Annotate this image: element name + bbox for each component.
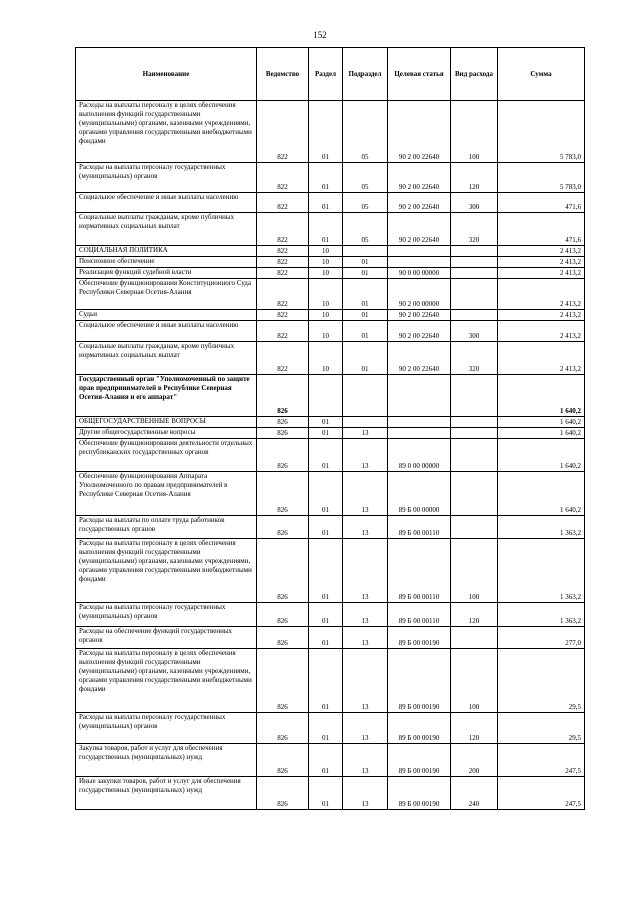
cell-summa: 29,5 <box>498 649 585 713</box>
cell-name: Государственный орган "Уполномоченный по защите прав предпринимателей в Республике Северная Осетия-Алания и его аппарат" <box>76 375 257 417</box>
cell-name: Обеспечение функционирования Аппарата Уполномоченного по правам предпринимателей в Республике Северная Осетия-Алания <box>76 472 257 516</box>
cell-razdel: 10 <box>309 321 343 342</box>
cell-name: Расходы на выплаты по оплате труда работников государственных органов <box>76 516 257 539</box>
cell-vedomstvo: 822 <box>257 193 309 213</box>
cell-summa: 1 363,2 <box>498 603 585 627</box>
cell-podrazdel: 05 <box>343 193 388 213</box>
cell-podrazdel: 01 <box>343 342 388 375</box>
cell-summa: 2 413,2 <box>498 246 585 257</box>
cell-razdel: 01 <box>309 516 343 539</box>
cell-summa: 471,6 <box>498 213 585 246</box>
cell-celevaya-statya: 89 Б 00 00190 <box>388 649 451 713</box>
cell-vid-rashoda: 100 <box>451 101 498 163</box>
cell-summa: 1 640,2 <box>498 439 585 472</box>
cell-razdel: 01 <box>309 193 343 213</box>
cell-podrazdel: 05 <box>343 213 388 246</box>
page-number: 152 <box>313 30 327 40</box>
cell-celevaya-statya: 90 2 00 22640 <box>388 310 451 321</box>
cell-summa: 471,6 <box>498 193 585 213</box>
cell-podrazdel: 01 <box>343 310 388 321</box>
cell-vedomstvo: 826 <box>257 744 309 777</box>
cell-celevaya-statya: 89 0 00 00000 <box>388 439 451 472</box>
cell-podrazdel: 13 <box>343 539 388 603</box>
cell-razdel: 10 <box>309 279 343 310</box>
cell-vedomstvo: 826 <box>257 516 309 539</box>
table-row <box>76 163 585 193</box>
cell-celevaya-statya: 89 Б 00 00110 <box>388 516 451 539</box>
cell-podrazdel <box>343 246 388 257</box>
cell-vid-rashoda <box>451 310 498 321</box>
cell-vedomstvo: 826 <box>257 603 309 627</box>
table-row <box>76 428 585 439</box>
cell-summa: 2 413,2 <box>498 257 585 268</box>
cell-vedomstvo: 822 <box>257 163 309 193</box>
cell-celevaya-statya <box>388 246 451 257</box>
header-podrazdel: Подраздел <box>343 48 388 101</box>
cell-razdel: 10 <box>309 310 343 321</box>
cell-vedomstvo: 822 <box>257 279 309 310</box>
cell-podrazdel: 13 <box>343 439 388 472</box>
cell-vedomstvo: 822 <box>257 101 309 163</box>
cell-podrazdel: 01 <box>343 279 388 310</box>
table-row <box>76 439 585 472</box>
cell-podrazdel: 13 <box>343 516 388 539</box>
cell-summa: 29,5 <box>498 713 585 744</box>
cell-celevaya-statya <box>388 417 451 428</box>
header-razdel: Раздел <box>309 48 343 101</box>
cell-vid-rashoda: 120 <box>451 713 498 744</box>
cell-podrazdel: 05 <box>343 163 388 193</box>
table-row <box>76 744 585 777</box>
cell-vedomstvo: 822 <box>257 268 309 279</box>
cell-razdel: 01 <box>309 213 343 246</box>
cell-razdel: 10 <box>309 246 343 257</box>
cell-razdel: 01 <box>309 163 343 193</box>
cell-razdel: 01 <box>309 744 343 777</box>
cell-name: Обеспечение функционирования деятельности отдельных республиканских государственных органов <box>76 439 257 472</box>
cell-name: Расходы на выплаты персоналу в целях обеспечения выполнения функций государственными (муниципальными) органами, казенными учреждениями, органами управления государственными внебюджетными фондами <box>76 649 257 713</box>
cell-vid-rashoda: 120 <box>451 163 498 193</box>
cell-podrazdel: 13 <box>343 777 388 810</box>
cell-vid-rashoda <box>451 428 498 439</box>
cell-celevaya-statya: 90 2 00 22640 <box>388 193 451 213</box>
cell-vedomstvo: 826 <box>257 439 309 472</box>
cell-summa: 1 640,2 <box>498 472 585 516</box>
cell-celevaya-statya: 89 Б 00 00190 <box>388 777 451 810</box>
header-name: Наименование <box>76 48 257 101</box>
cell-razdel: 10 <box>309 342 343 375</box>
cell-summa: 247,5 <box>498 744 585 777</box>
cell-summa: 2 413,2 <box>498 310 585 321</box>
cell-vedomstvo: 826 <box>257 649 309 713</box>
cell-vid-rashoda <box>451 257 498 268</box>
cell-podrazdel: 13 <box>343 603 388 627</box>
cell-name: Реализация функций судебной власти <box>76 268 257 279</box>
cell-razdel: 01 <box>309 649 343 713</box>
cell-celevaya-statya: 90 2 00 00000 <box>388 279 451 310</box>
cell-celevaya-statya <box>388 428 451 439</box>
table-row <box>76 627 585 649</box>
cell-celevaya-statya: 90 2 00 22640 <box>388 101 451 163</box>
header-vid-rashoda: Вид расхода <box>451 48 498 101</box>
cell-summa: 2 413,2 <box>498 279 585 310</box>
cell-name: СОЦИАЛЬНАЯ ПОЛИТИКА <box>76 246 257 257</box>
cell-name: Пенсионное обеспечение <box>76 257 257 268</box>
cell-summa: 1 640,2 <box>498 428 585 439</box>
cell-name: ОБЩЕГОСУДАРСТВЕННЫЕ ВОПРОСЫ <box>76 417 257 428</box>
cell-summa: 5 783,0 <box>498 163 585 193</box>
cell-vedomstvo: 822 <box>257 213 309 246</box>
cell-vedomstvo: 826 <box>257 375 309 417</box>
table-row <box>76 310 585 321</box>
cell-name: Расходы на обеспечение функций государственных органов <box>76 627 257 649</box>
cell-vedomstvo: 826 <box>257 417 309 428</box>
cell-razdel: 01 <box>309 472 343 516</box>
cell-name: Социальное обеспечение и иные выплаты населению <box>76 193 257 213</box>
table-row <box>76 777 585 810</box>
cell-celevaya-statya: 89 Б 00 00190 <box>388 627 451 649</box>
cell-vid-rashoda <box>451 516 498 539</box>
cell-razdel: 01 <box>309 713 343 744</box>
cell-vedomstvo: 826 <box>257 428 309 439</box>
table-row <box>76 516 585 539</box>
cell-celevaya-statya: 89 Б 00 00110 <box>388 539 451 603</box>
table-row <box>76 257 585 268</box>
cell-vid-rashoda <box>451 472 498 516</box>
cell-vid-rashoda: 300 <box>451 193 498 213</box>
cell-vedomstvo: 822 <box>257 246 309 257</box>
table-row <box>76 213 585 246</box>
table-row <box>76 246 585 257</box>
cell-podrazdel: 01 <box>343 268 388 279</box>
cell-name: Социальные выплаты гражданам, кроме публичных нормативных социальных выплат <box>76 342 257 375</box>
table-row <box>76 649 585 713</box>
cell-summa: 1 640,2 <box>498 375 585 417</box>
cell-razdel: 10 <box>309 257 343 268</box>
cell-summa: 2 413,2 <box>498 321 585 342</box>
cell-name: Расходы на выплаты персоналу государственных (муниципальных) органов <box>76 603 257 627</box>
cell-name: Иные закупки товаров, работ и услуг для обеспечения государственных (муниципальных) нужд <box>76 777 257 810</box>
cell-summa: 1 640,2 <box>498 417 585 428</box>
cell-celevaya-statya: 90 2 00 22640 <box>388 163 451 193</box>
cell-name: Расходы на выплаты персоналу в целях обеспечения выполнения функций государственными (муниципальными) органами, казенными учреждениями, органами управления государственными внебюджетными фондами <box>76 101 257 163</box>
cell-vid-rashoda: 200 <box>451 744 498 777</box>
table-row <box>76 417 585 428</box>
cell-name: Расходы на выплаты персоналу государственных (муниципальных) органов <box>76 163 257 193</box>
cell-celevaya-statya <box>388 257 451 268</box>
table-header-row <box>76 48 585 101</box>
cell-vid-rashoda <box>451 268 498 279</box>
cell-vid-rashoda: 300 <box>451 321 498 342</box>
cell-podrazdel: 13 <box>343 744 388 777</box>
table-row <box>76 375 585 417</box>
cell-summa: 2 413,2 <box>498 342 585 375</box>
cell-vid-rashoda: 320 <box>451 342 498 375</box>
cell-summa: 247,5 <box>498 777 585 810</box>
cell-celevaya-statya: 89 Б 00 00190 <box>388 744 451 777</box>
cell-podrazdel: 01 <box>343 257 388 268</box>
cell-name: Закупка товаров, работ и услуг для обеспечения государственных (муниципальных) нужд <box>76 744 257 777</box>
table-row <box>76 342 585 375</box>
cell-celevaya-statya: 90 0 00 00000 <box>388 268 451 279</box>
cell-celevaya-statya: 90 2 00 22640 <box>388 342 451 375</box>
cell-vid-rashoda: 240 <box>451 777 498 810</box>
cell-vid-rashoda <box>451 627 498 649</box>
cell-vid-rashoda <box>451 439 498 472</box>
cell-razdel: 01 <box>309 627 343 649</box>
cell-celevaya-statya <box>388 375 451 417</box>
cell-razdel: 01 <box>309 101 343 163</box>
cell-razdel: 01 <box>309 539 343 603</box>
cell-summa: 1 363,2 <box>498 516 585 539</box>
cell-razdel: 01 <box>309 417 343 428</box>
table-row <box>76 539 585 603</box>
cell-celevaya-statya: 90 2 00 22640 <box>388 213 451 246</box>
table-row <box>76 279 585 310</box>
cell-podrazdel: 05 <box>343 101 388 163</box>
budget-table <box>75 47 585 810</box>
cell-vedomstvo: 826 <box>257 472 309 516</box>
cell-name: Расходы на выплаты персоналу в целях обеспечения выполнения функций государственными (муниципальными) органами, казенными учреждениями, органами управления государственными внебюджетными фондами <box>76 539 257 603</box>
cell-vid-rashoda <box>451 246 498 257</box>
header-summa: Сумма <box>498 48 585 101</box>
cell-celevaya-statya: 90 2 00 22640 <box>388 321 451 342</box>
cell-vid-rashoda <box>451 279 498 310</box>
cell-celevaya-statya: 89 Б 00 00190 <box>388 713 451 744</box>
cell-celevaya-statya: 89 Б 00 00110 <box>388 603 451 627</box>
cell-podrazdel: 13 <box>343 428 388 439</box>
table-row <box>76 713 585 744</box>
table-row <box>76 193 585 213</box>
cell-name: Судьи <box>76 310 257 321</box>
cell-vedomstvo: 826 <box>257 627 309 649</box>
cell-razdel <box>309 375 343 417</box>
cell-name: Социальные выплаты гражданам, кроме публичных нормативных социальных выплат <box>76 213 257 246</box>
cell-razdel: 01 <box>309 603 343 627</box>
header-celevaya-statya: Целевая статья <box>388 48 451 101</box>
cell-summa: 1 363,2 <box>498 539 585 603</box>
cell-vedomstvo: 822 <box>257 321 309 342</box>
cell-podrazdel: 13 <box>343 472 388 516</box>
cell-vedomstvo: 826 <box>257 713 309 744</box>
cell-vedomstvo: 822 <box>257 310 309 321</box>
cell-vedomstvo: 826 <box>257 539 309 603</box>
cell-celevaya-statya: 89 Б 00 00000 <box>388 472 451 516</box>
table-row <box>76 268 585 279</box>
table-row <box>76 321 585 342</box>
cell-summa: 277,0 <box>498 627 585 649</box>
cell-vid-rashoda: 100 <box>451 539 498 603</box>
cell-summa: 5 783,0 <box>498 101 585 163</box>
cell-razdel: 10 <box>309 268 343 279</box>
cell-podrazdel <box>343 375 388 417</box>
cell-podrazdel: 13 <box>343 649 388 713</box>
cell-vid-rashoda <box>451 417 498 428</box>
cell-podrazdel <box>343 417 388 428</box>
cell-vid-rashoda: 320 <box>451 213 498 246</box>
table-row <box>76 101 585 163</box>
cell-razdel: 01 <box>309 439 343 472</box>
cell-name: Социальное обеспечение и иные выплаты населению <box>76 321 257 342</box>
table-row <box>76 603 585 627</box>
cell-summa: 2 413,2 <box>498 268 585 279</box>
cell-name: Расходы на выплаты персоналу государственных (муниципальных) органов <box>76 713 257 744</box>
cell-razdel: 01 <box>309 428 343 439</box>
cell-vedomstvo: 826 <box>257 777 309 810</box>
cell-vid-rashoda: 100 <box>451 649 498 713</box>
table-row <box>76 472 585 516</box>
cell-podrazdel: 13 <box>343 713 388 744</box>
cell-razdel: 01 <box>309 777 343 810</box>
cell-name: Обеспечение функционирования Конституционного Суда Республики Северная Осетия-Алания <box>76 279 257 310</box>
cell-vid-rashoda: 120 <box>451 603 498 627</box>
header-vedomstvo: Ведомство <box>257 48 309 101</box>
cell-name: Другие общегосударственные вопросы <box>76 428 257 439</box>
cell-podrazdel: 13 <box>343 627 388 649</box>
cell-vedomstvo: 822 <box>257 257 309 268</box>
cell-podrazdel: 01 <box>343 321 388 342</box>
cell-vid-rashoda <box>451 375 498 417</box>
cell-vedomstvo: 822 <box>257 342 309 375</box>
